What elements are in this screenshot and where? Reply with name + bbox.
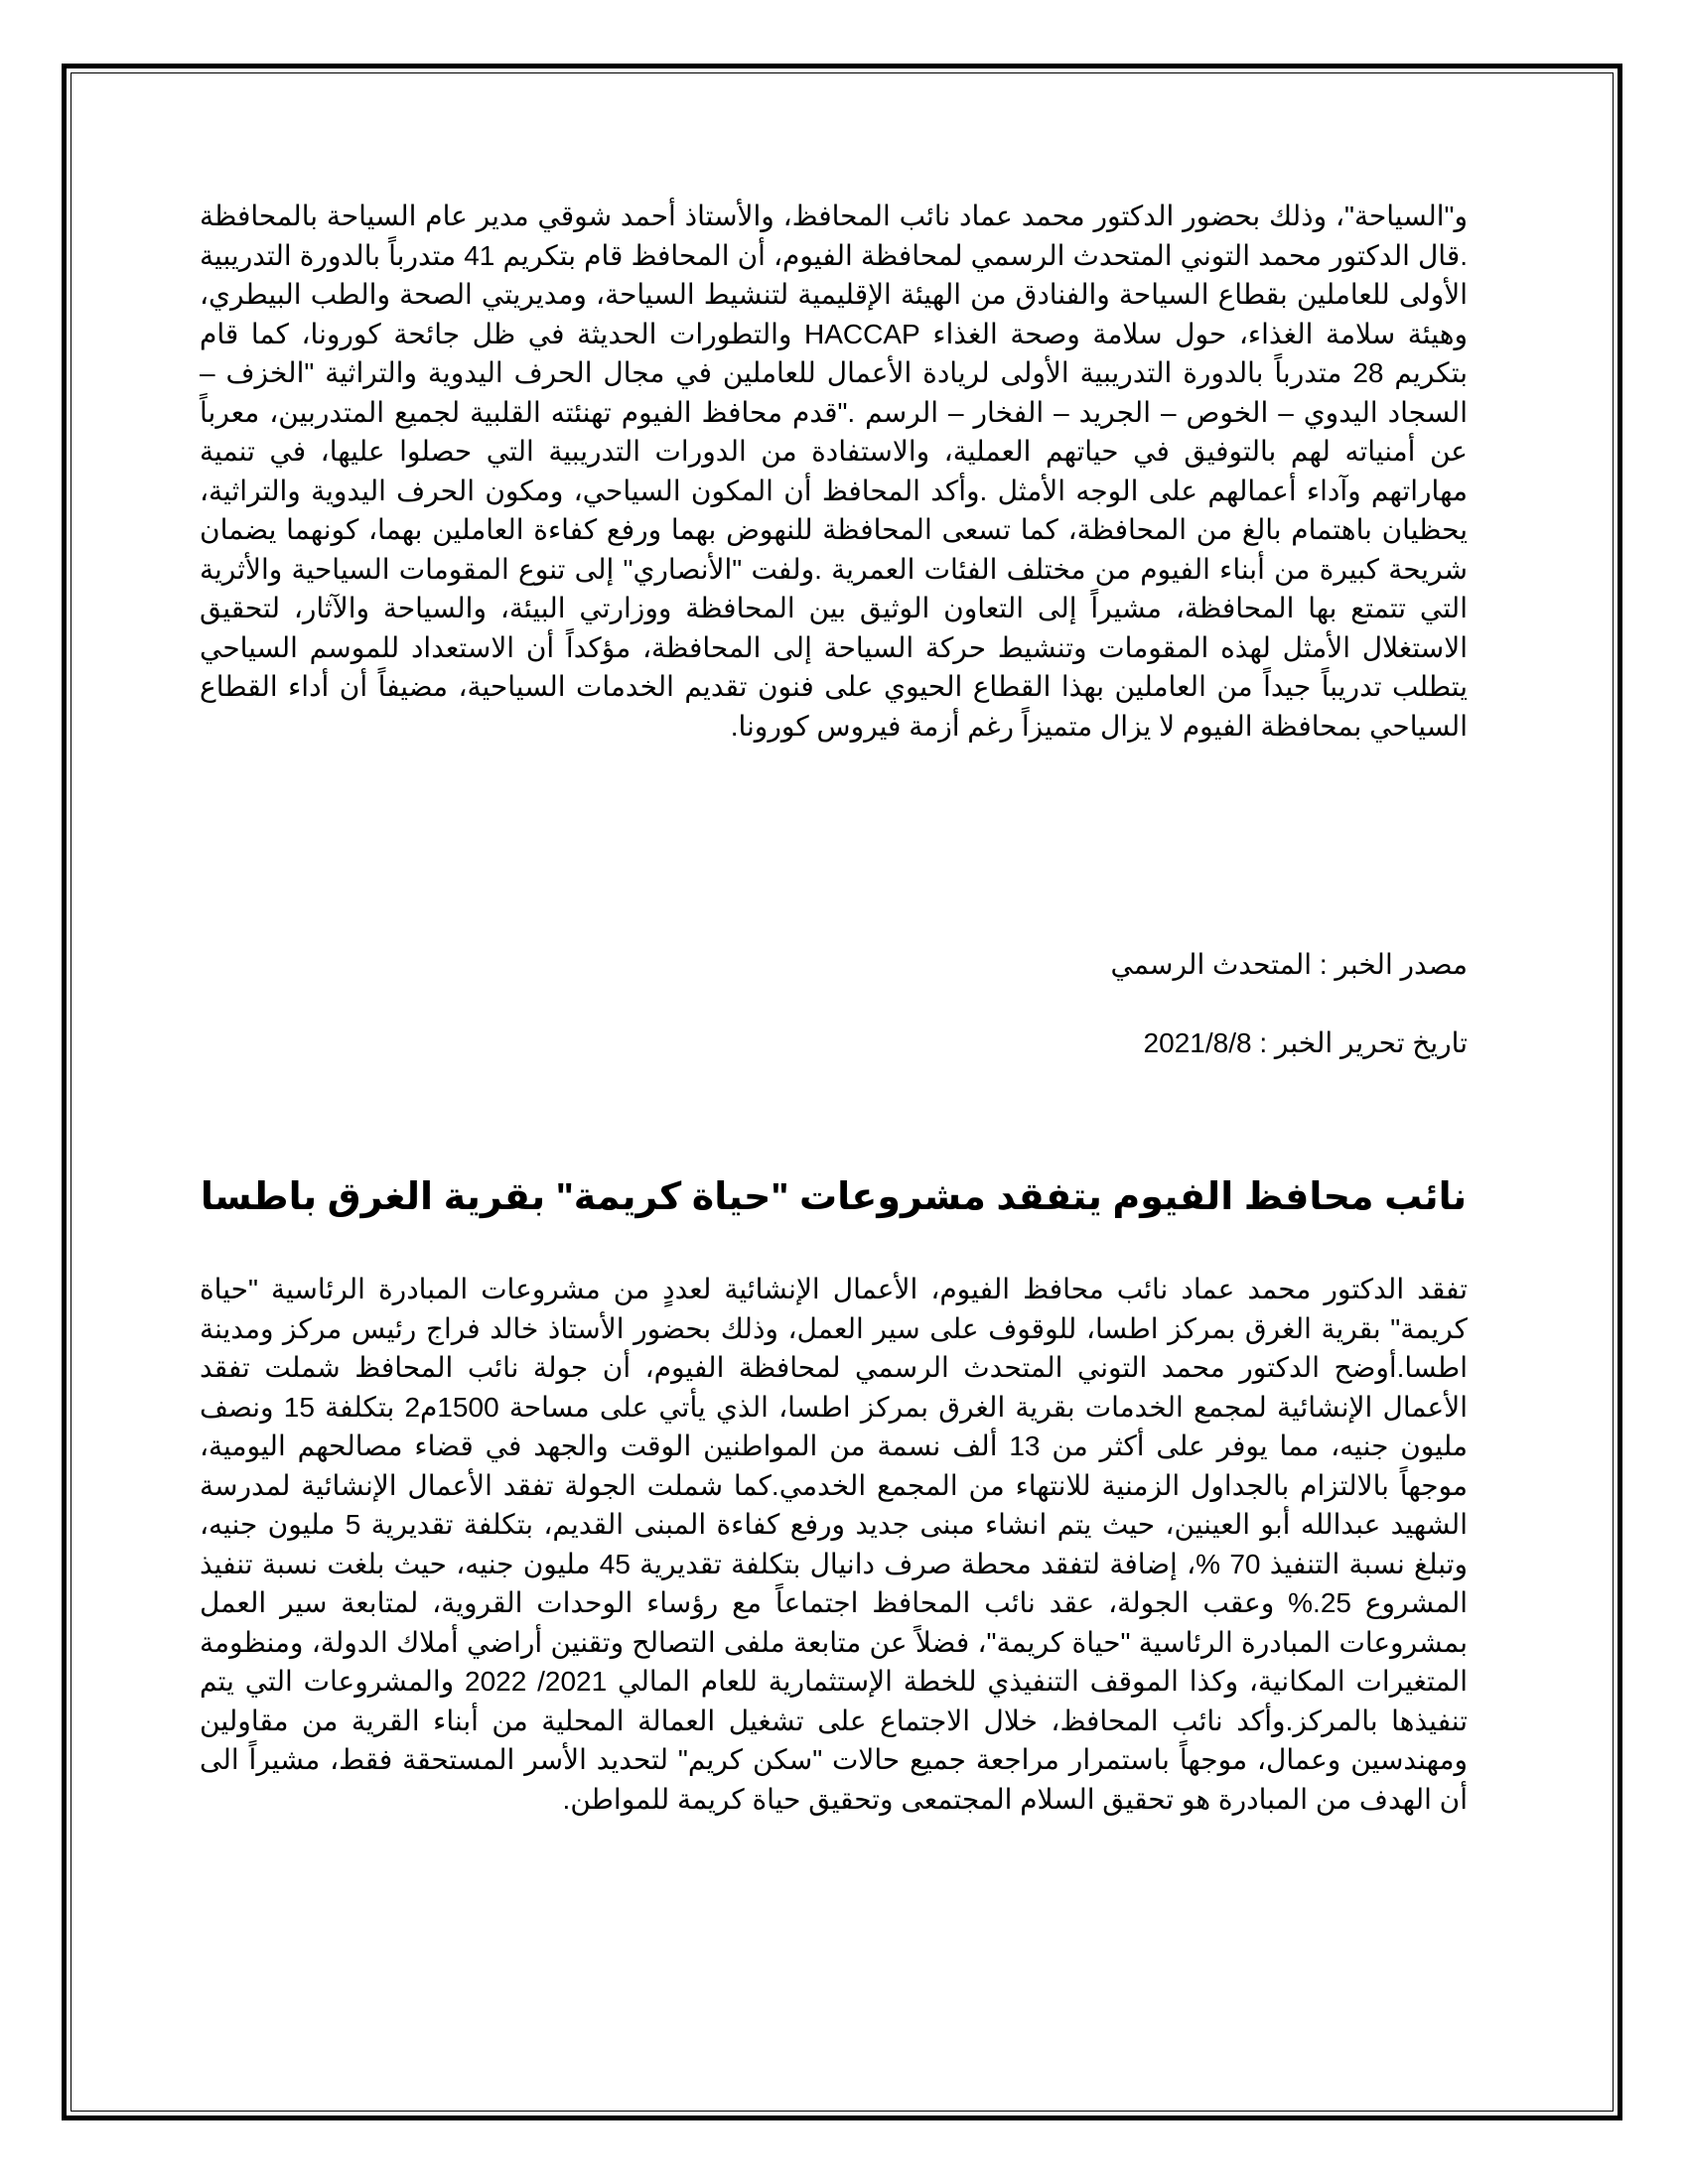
news-date-label: تاريخ تحرير الخبر : [1259,1027,1468,1058]
news-source-value: المتحدث الرسمي [1110,949,1313,980]
article2-headline: نائب محافظ الفيوم يتفقد مشروعات "حياة كريمة" بقرية الغرق باطسا [200,1176,1468,1218]
news-source-line [1110,946,1468,984]
news-source-label: مصدر الخبر : [1319,949,1468,980]
article1-body: و"السياحة"، وذلك بحضور الدكتور محمد عماد نائب المحافظ، والأستاذ أحمد شوقي مدير عام السياحة بالمحافظة .قال الدكتور محمد التوني المتحدث الرسمي لمحافظة الفيوم، أن المحافظ قام بتكريم 41 متدرباً بالدورة التدريبية الأولى للعاملين بقطاع السياحة والفنادق من الهيئة الإقليمية لتنشيط السياحة، ومديريتي الصحة والطب البيطري، وهيئة سلامة الغذاء، حول سلامة وصحة الغذاء HACCAP والتطورات الحديثة في ظل جائحة كورونا، كما قام بتكريم 28 متدرباً بالدورة التدريبية الأولى لريادة الأعمال للعاملين في مجال الحرف اليدوية والتراثية "الخزف – السجاد اليدوي – الخوص – الجريد – الفخار – الرسم ."قدم محافظ الفيوم تهنئته القلبية لجميع المتدربين، معرباً عن أمنياته لهم بالتوفيق في حياتهم العملية، والاستفادة من الدورات التدريبية التي حصلوا عليها، في تنمية مهاراتهم وآداء أعمالهم على الوجه الأمثل .وأكد المحافظ أن المكون السياحي، ومكون الحرف اليدوية والتراثية، يحظيان باهتمام بالغ من المحافظة، كما تسعى المحافظة للنهوض بهما ورفع كفاءة العاملين بهما، كونهما يضمان شريحة كبيرة من أبناء الفيوم من مختلف الفئات العمرية .ولفت "الأنصاري" إلى تنوع المقومات السياحية والأثرية التي تتمتع بها المحافظة، مشيراً إلى التعاون الوثيق بين المحافظة ووزارتي البيئة، والسياحة والآثار، لتحقيق الاستغلال الأمثل لهذه المقومات وتنشيط حركة السياحة إلى المحافظة، مؤكداً أن الاستعداد للموسم السياحي يتطلب تدريباً جيداً من العاملين بهذا القطاع الحيوي على فنون تقديم الخدمات السياحية، مضيفاً أن أداء القطاع السياحي بمحافظة الفيوم لا يزال متميزاً رغم أزمة فيروس كورونا. [200,201,1469,742]
news-date-value: 2021/8/8 [1143,1027,1252,1058]
news-date-line [1144,1024,1468,1062]
article2-body: تفقد الدكتور محمد عماد نائب محافظ الفيوم، الأعمال الإنشائية لعددٍ من مشروعات المبادرة الرئاسية "حياة كريمة" بقرية الغرق بمركز اطسا، للوقوف على سير العمل، وذلك بحضور الأستاذ خالد فراج رئيس مركز ومدينة اطسا.أوضح الدكتور محمد التوني المتحدث الرسمي لمحافظة الفيوم، أن جولة نائب المحافظ شملت تفقد الأعمال الإنشائية لمجمع الخدمات بقرية الغرق بمركز اطسا، الذي يأتي على مساحة 1500م2 بتكلفة 15 ونصف مليون جنيه، مما يوفر على أكثر من 13 ألف نسمة من المواطنين الوقت والجهد في قضاء مصالحهم اليومية، موجهاً بالالتزام بالجداول الزمنية للانتهاء من المجمع الخدمي.كما شملت الجولة تفقد الأعمال الإنشائية لمدرسة الشهيد عبدالله أبو العينين، حيث يتم انشاء مبنى جديد ورفع كفاءة المبنى القديم، بتكلفة تقديرية 5 مليون جنيه، وتبلغ نسبة التنفيذ 70 %، إضافة لتفقد محطة صرف دانيال بتكلفة تقديرية 45 مليون جنيه، حيث بلغت نسبة تنفيذ المشروع 25.% وعقب الجولة، عقد نائب المحافظ اجتماعاً مع رؤساء الوحدات القروية، لمتابعة سير العمل بمشروعات المبادرة الرئاسية "حياة كريمة"، فضلاً عن متابعة ملفى التصالح وتقنين أراضي أملاك الدولة، ومنظومة المتغيرات المكانية، وكذا الموقف التنفيذي للخطة الإستثمارية للعام المالي 2021/ 2022 والمشروعات التي يتم تنفيذها بالمركز.وأكد نائب المحافظ، خلال الاجتماع على تشغيل العمالة المحلية من أبناء القرية من مقاولين ومهندسين وعمال، موجهاً باستمرار مراجعة جميع حالات "سكن كريم" لتحديد الأسر المستحقة فقط، مشيراً الى أن الهدف من المبادرة هو تحقيق السلام المجتمعى وتحقيق حياة كريمة للمواطن. [200,1274,1469,1815]
